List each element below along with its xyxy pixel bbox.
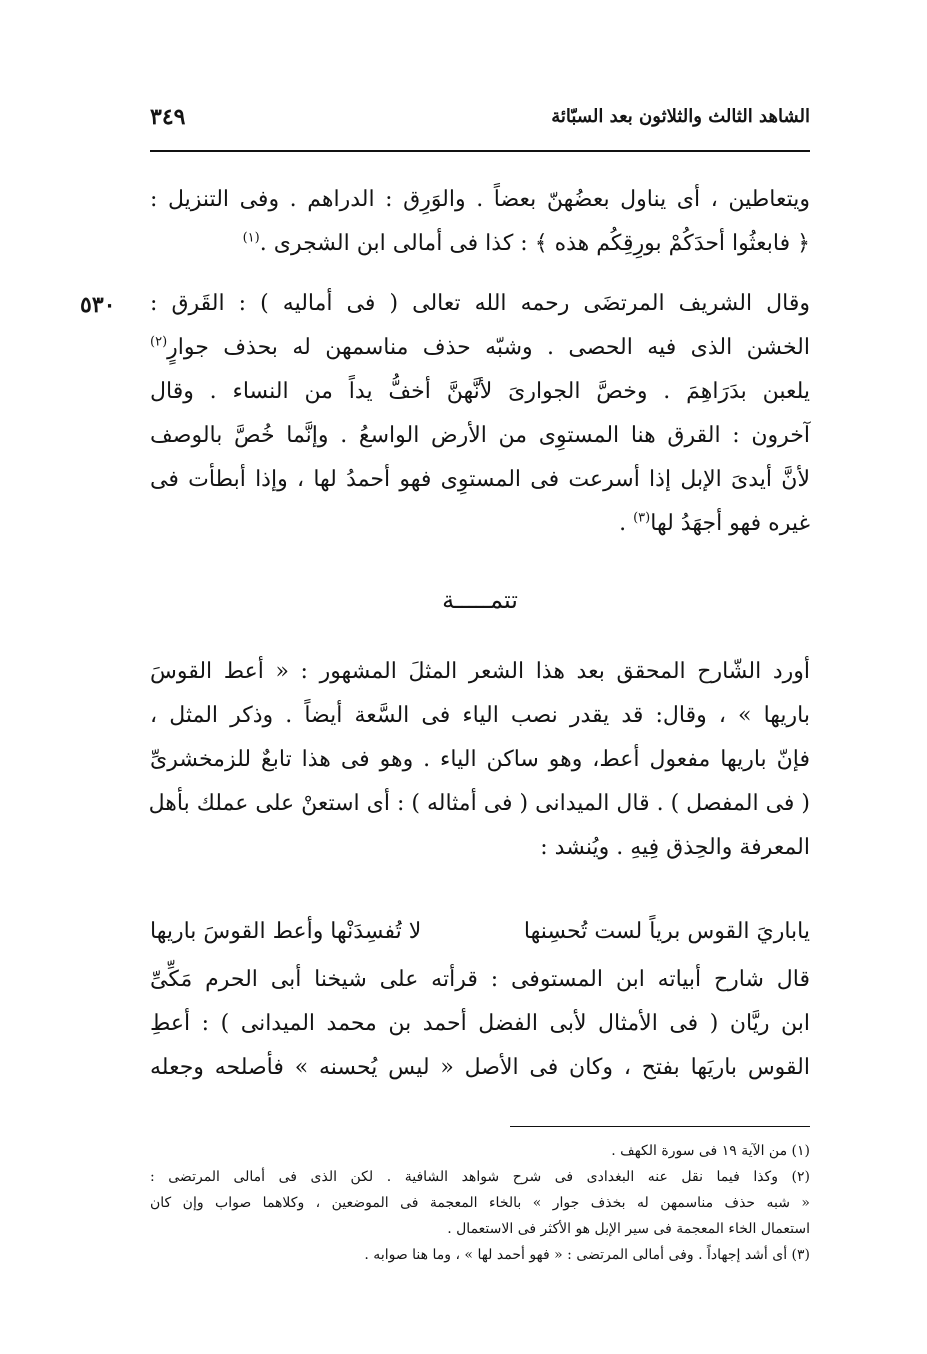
text-line: ( فى المفصل ) . قال الميدانى ( فى أمثاله ) : أى استعنْ على عملك بأهل <box>148 791 810 816</box>
poem-verse <box>150 910 810 954</box>
paragraph-3 <box>150 650 810 870</box>
text-line <box>150 326 810 370</box>
footnote-ref-3: (٣) <box>633 510 651 526</box>
text-line <box>150 502 810 546</box>
footnote-ref-1: (١) <box>242 230 260 246</box>
text-line: آخرون : القرق هنا المستوِى من الأرض الواسعُ . وإنَّما خُصَّ بالوصف <box>150 423 810 448</box>
text-line-content: غيره فهو أجهَدُ لها <box>650 511 810 536</box>
page-header <box>150 104 810 148</box>
text-line: ويتعاطين ، أى يناول بعضُهنّ بعضاً . والوَرِق : الدراهم . وفى التنزيل : <box>150 187 810 212</box>
text-line: ابن ريَّان ( فى الأمثال لأبى الفضل أحمد بن محمد الميدانى ) : أعطِ <box>150 1011 810 1036</box>
footnote-3: (٣) أى أشد إجهاداً . وفى أمالى المرتضى : « فهو أحمد لها » ، وما هنا صوابه . <box>364 1247 810 1263</box>
footnote-1: (١) من الآية ١٩ فى سورة الكهف . <box>611 1143 810 1159</box>
paragraph-4 <box>150 958 810 1090</box>
text-line: القوس باريَها بفتح ، وكان فى الأصل « ليس يُحسنه » فأصلحه وجعله <box>150 1055 810 1080</box>
footnote-2-line-2: « شبه حذف مناسمهن له بخذف جوار » بالخاء المعجمة فى الموضعين ، وكلاهما صواب وإن كان <box>150 1195 810 1211</box>
text-line-content: الخشن الذى فيه الحصى . وشبّه حذف مناسمهن له بحذف جوارٍ <box>167 335 810 360</box>
text-line: قال شارح أبياته ابن المستوفى : قرأته على شيخنا أبى الحرم مَكِّىِّ <box>150 967 810 992</box>
text-line-content: ﴿ فابعثُوا أحدَكُمْ بورِقِكُم هذه ﴾ : كذا فى أمالى ابن الشجرى . <box>259 231 810 256</box>
header-rule <box>150 150 810 152</box>
text-line: باريها » ، وقال: قد يقدر نصب الياء فى السَّعة أيضاً . وذكر المثل ، <box>150 703 810 728</box>
text-line: يلعبن بدَرَاهِمَ . وخصَّ الجوارىَ لأنَّهنَّ أخفُّ يداً من النساء . وقال <box>150 379 810 404</box>
footnote-2-line-1: (٢) وكذا فيما نقل عنه البغدادى فى شرح شواهد الشافية . لكن الذى فى أمالى المرتضى : <box>150 1169 810 1185</box>
text-line: فإنّ باريها مفعول أعط، وهو ساكن الياء . وهو فى هذا تابعٌ للزمخشرىِّ <box>150 747 810 772</box>
text-line <box>150 222 810 266</box>
text-line-end: . <box>619 511 634 536</box>
paragraph-2 <box>150 282 810 546</box>
verse-hemistich-first: ياباريَ القوس برياً لست تُحسِنها <box>523 919 810 944</box>
running-title: الشاهد الثالث والثلاثون بعد السبّائة <box>551 106 810 127</box>
footnotes <box>150 1138 810 1268</box>
section-heading: تتمـــــة <box>442 586 518 614</box>
margin-reference-number: ٥٣٠ <box>80 292 116 318</box>
footnote-ref-2: (٢) <box>150 334 168 350</box>
text-line: لأنَّ أيدىَ الإبل إذا أسرعت فى المستوِى فهو أحمدُ لها ، وإذا أبطأت فى <box>150 467 810 492</box>
text-line: المعرفة والحِذق فِيهِ . ويُنشد : <box>540 835 810 860</box>
page-number: ٣٤٩ <box>150 104 186 130</box>
verse-hemistich-second: لا تُفسِدَنْها وأعط القوسَ باريها <box>150 919 422 944</box>
paragraph-1 <box>150 178 810 266</box>
footnote-separator <box>510 1126 810 1127</box>
text-line: أورد الشّارح المحقق بعد هذا الشعر المثلَ المشهور : « أعط القوسَ <box>150 659 810 684</box>
footnote-2-line-3: استعمال الخاء المعجمة فى سير الإبل هو الأكثر فى الاستعمال . <box>447 1221 810 1237</box>
text-line: وقال الشريف المرتضَى رحمه الله تعالى ( فى أماليه ) : القَرق : <box>150 291 810 316</box>
